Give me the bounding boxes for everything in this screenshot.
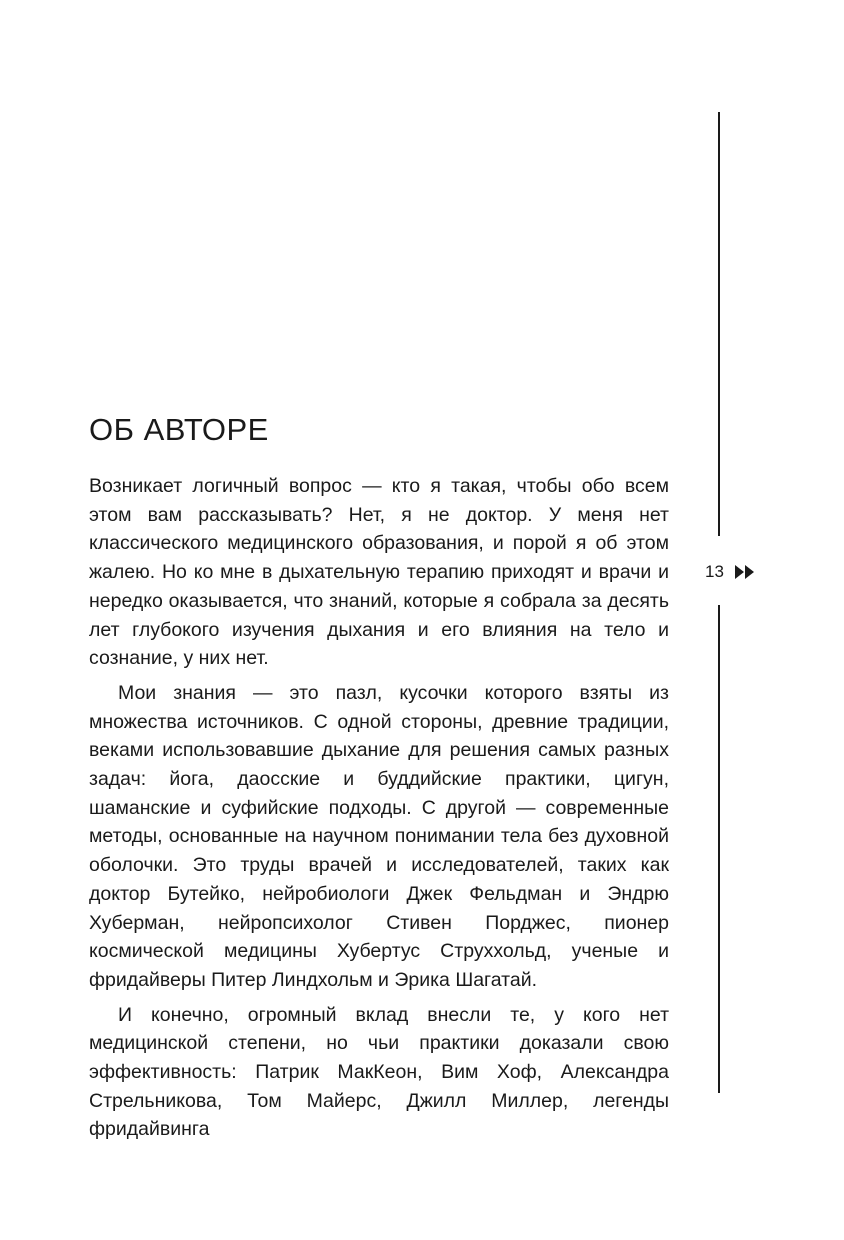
paragraph-1: Возникает логичный вопрос — кто я такая, чтобы обо всем этом вам рассказывать? Нет, я не доктор. У меня нет классического медицинского образования, и порой я об этом жалею. Но ко мне в дыхательную терапию приходят и врачи и нередко оказывается, что знаний, которые я собрала за десять лет глубокого изучения дыхания и его влияния на тело и сознание, у них нет. (89, 475, 669, 670)
vertical-rule-bottom (718, 605, 720, 1093)
vertical-rule-top (718, 112, 720, 536)
body-text (89, 472, 669, 1150)
paragraph-3: И конечно, огромный вклад внесли те, у кого нет медицинской степени, но чьи практики доказали свою эффективность: Патрик МакКеон, Вим Хоф, Александра Стрельникова, Том Майерс, Джилл Миллер, легенды фридайвинга (89, 1003, 669, 1141)
paragraph-2: Мои знания — это пазл, кусочки которого взяты из множества источников. С одной стороны, древние традиции, веками использовавшие дыхание для решения самых разных задач: йога, даосские и буддийские практики, цигун, шаманские и суфийские подходы. С другой — современные методы, основанные на научном понимании тела без духовной оболочки. Это труды врачей и исследователей, таких как доктор Бутейко, нейробиологи Джек Фельдман и Эндрю Хуберман, нейропсихолог Стивен Порджес, пионер космической медицины Хубертус Струххольд, ученые и фридайверы Питер Линдхольм и Эрика Шагатай. (89, 681, 669, 991)
page-number: 13 (705, 562, 724, 581)
section-heading: ОБ АВТОРЕ (89, 412, 269, 447)
double-right-arrow-icon (735, 564, 755, 580)
